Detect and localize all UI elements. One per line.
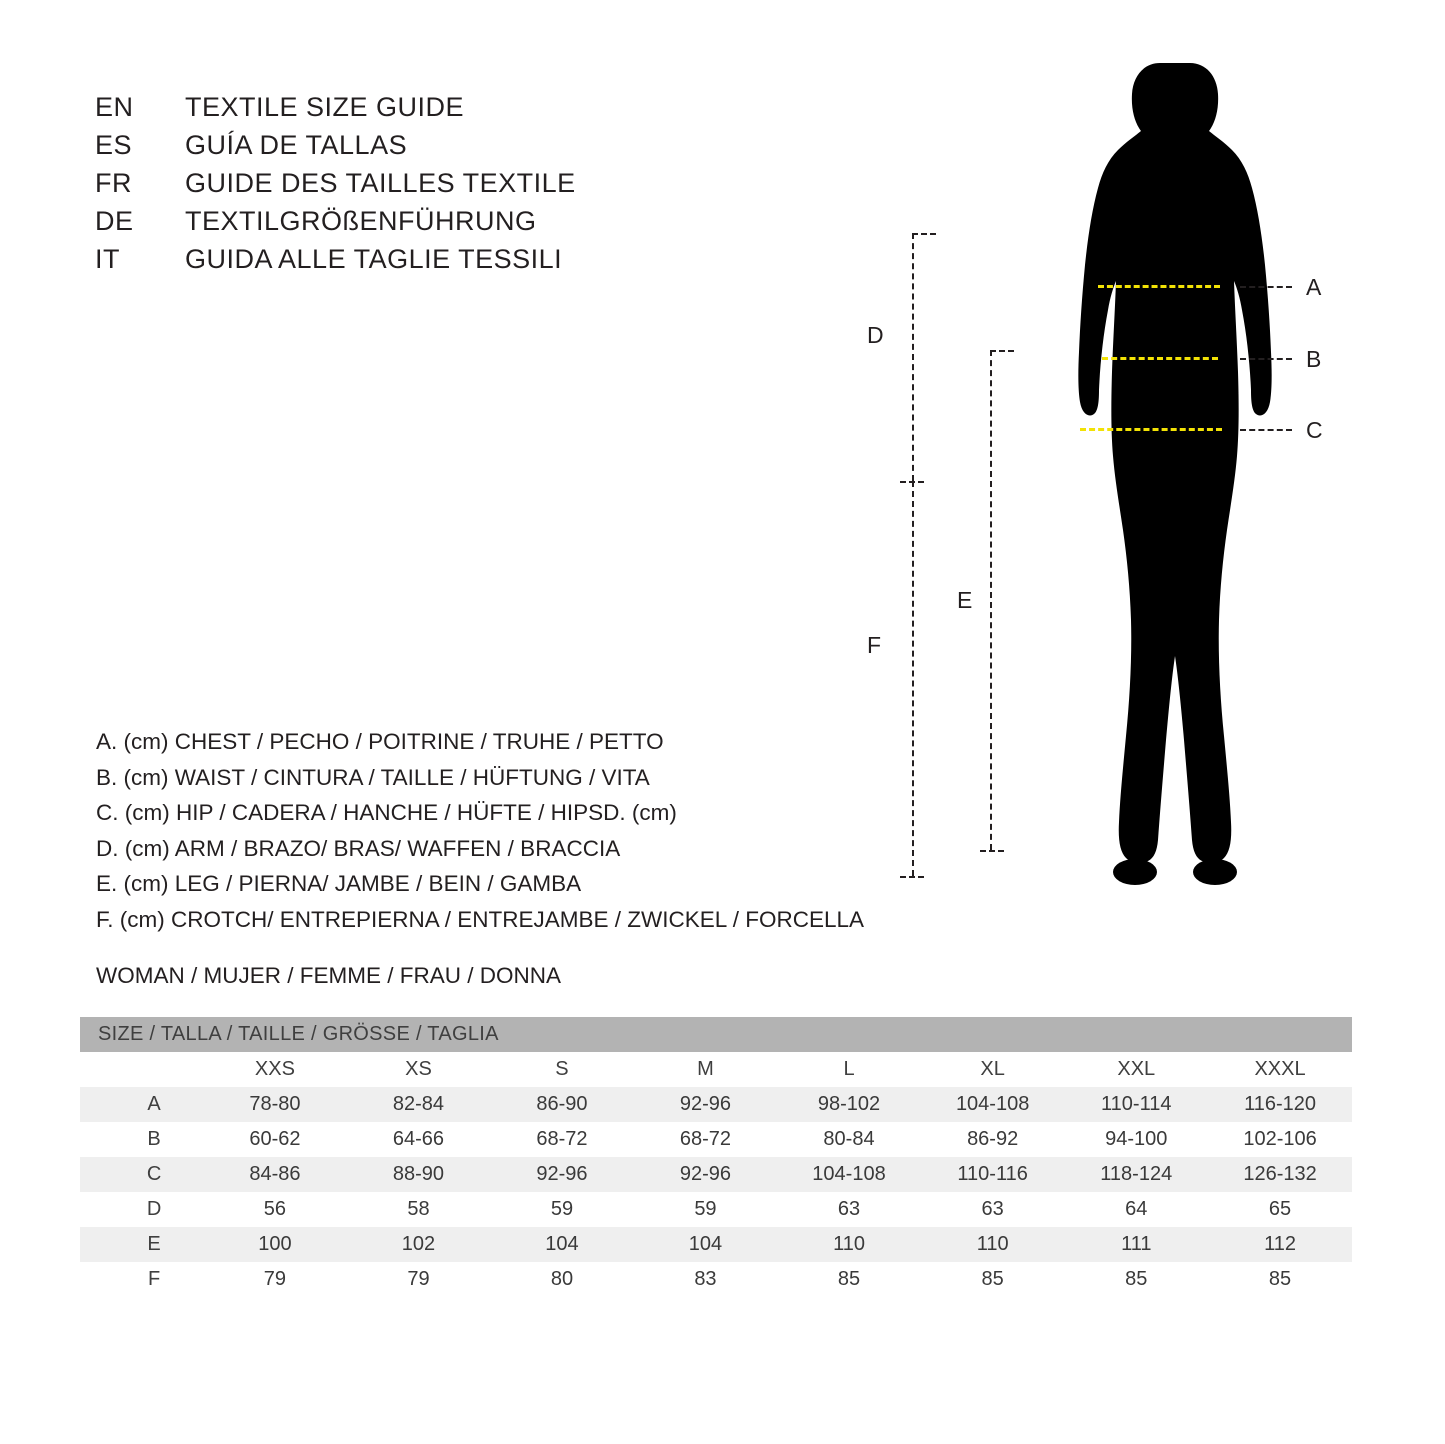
table-cell: 100	[258, 1233, 292, 1255]
legend-item-e: E. (cm) LEG / PIERNA/ JAMBE / BEIN / GAMBA	[96, 871, 582, 896]
column-header-m: M	[634, 1052, 777, 1087]
column-header-l: L	[777, 1052, 921, 1087]
table-header-row	[80, 1052, 1352, 1087]
title-text: GUIDE DES TAILLES TEXTILE	[185, 168, 576, 198]
table-row	[80, 1227, 1352, 1262]
title-row	[95, 206, 795, 244]
hip-leader-line	[1240, 429, 1292, 431]
table-cell: 63	[837, 1198, 861, 1220]
title-text: TEXTILE SIZE GUIDE	[185, 92, 465, 122]
table-cell: 88-90	[392, 1163, 445, 1185]
table-cell: 104	[545, 1233, 579, 1255]
table-cell: 110	[976, 1233, 1009, 1255]
table-cell: 60-62	[249, 1128, 301, 1150]
legend-block	[96, 724, 916, 937]
table-cell: 94-100	[1105, 1128, 1168, 1150]
row-label: E	[147, 1233, 161, 1255]
title-lang-code: DE	[95, 206, 134, 236]
table-cell: 79	[263, 1268, 287, 1290]
leg-measure-bottom-tick	[980, 850, 1004, 852]
title-lang-code: FR	[95, 168, 132, 198]
waist-measure-line	[1102, 357, 1218, 360]
table-cell: 80	[550, 1268, 574, 1290]
table-row	[80, 1262, 1352, 1297]
letter-c-label: C	[1306, 417, 1323, 443]
table-cell: 118-124	[1100, 1163, 1173, 1185]
letter-b-label: B	[1306, 346, 1322, 372]
legend-item-d: D. (cm) ARM / BRAZO/ BRAS/ WAFFEN / BRACCIA	[96, 835, 621, 861]
table-cell: 86-92	[967, 1128, 1019, 1150]
waist-leader-line	[1240, 358, 1292, 360]
table-cell: 56	[263, 1198, 287, 1220]
row-label: A	[147, 1093, 161, 1115]
row-label: C	[146, 1163, 162, 1185]
title-lang-code: IT	[95, 244, 120, 274]
row-label: D	[146, 1198, 162, 1220]
legend-item-c: C. (cm) HIP / CADERA / HANCHE / HÜFTE / HIPSD. (cm)	[96, 800, 677, 825]
row-label: B	[147, 1128, 161, 1150]
table-cell: 64-66	[392, 1128, 445, 1150]
table-cell: 92-96	[679, 1093, 732, 1115]
column-header-xs: XS	[347, 1052, 490, 1087]
corner-cell	[80, 1052, 203, 1087]
size-table-caption: SIZE / TALLA / TAILLE / GRÖSSE / TAGLIA	[80, 1017, 1352, 1052]
table-cell: 68-72	[679, 1128, 732, 1150]
table-cell: 104-108	[955, 1093, 1030, 1115]
table-cell: 92-96	[536, 1163, 588, 1185]
chest-measure-line	[1098, 285, 1220, 288]
table-cell: 59	[694, 1198, 717, 1220]
table-row	[80, 1122, 1352, 1157]
table-cell: 63	[981, 1198, 1004, 1220]
table-cell: 65	[1268, 1198, 1292, 1220]
title-row	[95, 130, 795, 168]
letter-f-label: F	[867, 632, 882, 658]
title-text: TEXTILGRÖßENFÜHRUNG	[185, 206, 537, 236]
table-cell: 64	[1125, 1198, 1148, 1220]
chest-leader-line	[1240, 286, 1292, 288]
table-cell: 104-108	[812, 1163, 886, 1185]
title-block	[95, 92, 795, 282]
table-cell: 112	[1264, 1233, 1296, 1255]
table-cell: 79	[407, 1268, 430, 1290]
table-cell: 102	[401, 1233, 436, 1255]
legend-item-f: F. (cm) CROTCH/ ENTREPIERNA / ENTREJAMBE / ZWICKEL / FORCELLA	[96, 906, 864, 932]
title-row	[95, 168, 795, 206]
title-text: GUIDA ALLE TAGLIE TESSILI	[185, 244, 563, 274]
table-cell: 102-106	[1243, 1128, 1317, 1150]
column-header-xxs: XXS	[203, 1052, 347, 1087]
legend-item-a: A. (cm) CHEST / PECHO / POITRINE / TRUHE / PETTO	[96, 729, 664, 754]
table-cell: 110	[833, 1233, 865, 1255]
legend-item-b: B. (cm) WAIST / CINTURA / TAILLE / HÜFTUNG / VITA	[96, 764, 650, 790]
letter-d-label: D	[867, 322, 884, 348]
table-cell: 92-96	[679, 1163, 732, 1185]
column-header-xl: XL	[921, 1052, 1065, 1087]
table-cell: 85	[1268, 1268, 1292, 1290]
table-row	[80, 1192, 1352, 1227]
table-row	[80, 1087, 1352, 1122]
table-cell: 78-80	[249, 1093, 301, 1115]
leg-measure-axis	[990, 350, 992, 850]
table-cell: 68-72	[536, 1128, 588, 1150]
table-row	[80, 1157, 1352, 1192]
title-lang-code: ES	[95, 130, 133, 160]
table-cell: 116-120	[1244, 1093, 1316, 1115]
woman-silhouette-icon	[1040, 60, 1280, 890]
table-cell: 85	[1125, 1268, 1148, 1290]
leg-measure-top-tick	[990, 350, 1014, 352]
table-cell: 126-132	[1243, 1163, 1317, 1185]
column-header-xxxl: XXXL	[1208, 1052, 1352, 1087]
title-lang-code: EN	[95, 92, 134, 122]
table-cell: 111	[1121, 1233, 1152, 1255]
table-cell: 98-102	[817, 1093, 881, 1115]
hip-measure-line	[1080, 428, 1222, 431]
title-row	[95, 244, 795, 282]
table-cell: 83	[694, 1268, 717, 1290]
title-text: GUÍA DE TALLAS	[185, 130, 408, 160]
table-cell: 84-86	[249, 1163, 301, 1185]
letter-e-label: E	[957, 587, 973, 613]
table-cell: 85	[981, 1268, 1004, 1290]
table-cell: 104	[688, 1233, 723, 1255]
table-cell: 82-84	[392, 1093, 445, 1115]
title-row	[95, 92, 795, 130]
table-cell: 80-84	[823, 1128, 875, 1150]
arm-measure-axis	[912, 233, 914, 481]
letter-a-label: A	[1306, 274, 1322, 300]
table-cell: 85	[837, 1268, 861, 1290]
table-cell: 86-90	[536, 1093, 588, 1115]
row-label: F	[147, 1268, 161, 1290]
table-cell: 59	[550, 1198, 574, 1220]
table-cell: 58	[407, 1198, 430, 1220]
column-header-xxl: XXL	[1064, 1052, 1208, 1087]
size-table	[80, 1017, 1352, 1297]
measurement-diagram	[840, 60, 1360, 890]
table-cell: 110-114	[1101, 1093, 1172, 1115]
table-cell: 110-116	[957, 1163, 1028, 1185]
gender-label: WOMAN / MUJER / FEMME / FRAU / DONNA	[96, 963, 561, 988]
column-header-s: S	[490, 1052, 633, 1087]
arm-measure-top-tick	[912, 233, 936, 235]
